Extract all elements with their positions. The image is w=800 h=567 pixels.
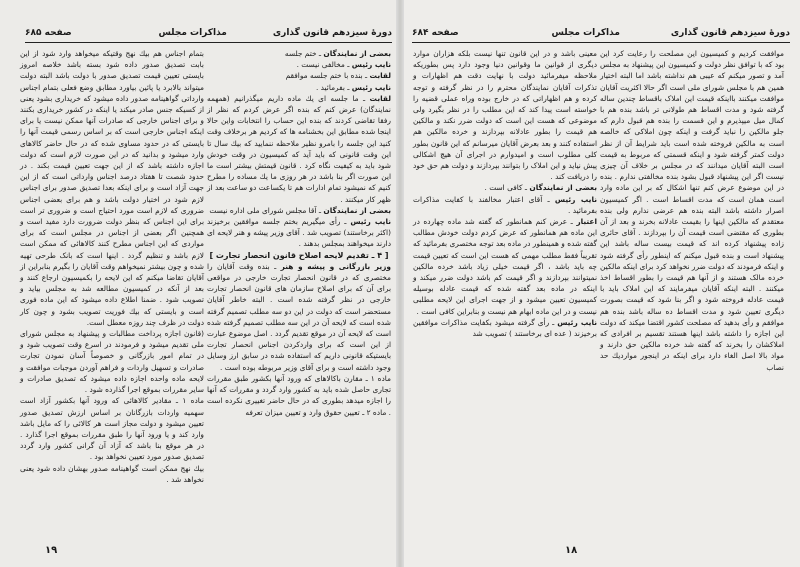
paragraph [207, 93, 391, 205]
paragraph [207, 216, 391, 250]
paragraph-text: ـ ختم جلسه [284, 49, 322, 58]
header-title: دورهٔ سیزدهم قانون گذاری [272, 28, 392, 38]
page-footer-number: ۱۸ [565, 545, 578, 556]
paragraph [20, 48, 204, 328]
paragraph-text: معینی باشد و در این قانون تنها نیست بلکه هزاران موارد دیگری از قوانین ما وقوانین دنیا وجود دارد پس بطوریکه ملاحظه میفرمائید دولت با نهایت دقت هم اظهارات و تذکرات آقایان نمایندگان محترم را در نظر گرفته و توجه کرده و هم اظهاراتی که در خارج بوده وراه عملی قضیه را خواسته است پیدا کند که این مطلب را در نظر بگیرد ولی موضوعی که هست این است که دولت ضرر نکند و مالکین هم قیمت را بطور عادلانه بپردازند و خرده مالکین هم استفاده کنند و بعد بعرض آقایان میرسانم که این قانون بطور کلی مطلوب است و امیدوارم در اجرای آن هیچ اشکالی پیش نیاید و این املاک را بتوانند بپردازند و دولت هم حق خود را دریافت کند . [413, 49, 597, 182]
speaker-name: وزیر بازرگانی و پیشه و هنر [280, 261, 391, 271]
paragraph-text: ـ بنده با ختم جلسه موافقم [285, 71, 368, 81]
paragraph [20, 395, 204, 462]
header-center: مذاکرات مجلس [158, 28, 227, 38]
speaker-name: بعضی از نمایندگان [323, 205, 391, 215]
paragraph [207, 261, 391, 373]
header-center: مذاکرات مجلس [551, 28, 620, 38]
paragraph [207, 48, 391, 59]
page-header [25, 28, 392, 43]
header-title: دورهٔ سیزدهم قانون گذاری [670, 28, 790, 38]
paragraph-text: ـ رأی گرفته میشود بکفایت مذاکرات موافقین برخیزند ( عده ای برخاستند ) تصویب شد [413, 317, 597, 339]
speaker-name: نایب رئیس [557, 317, 597, 327]
text-column-right [207, 48, 391, 418]
book-gutter [396, 0, 404, 567]
speaker-name: لقابت [369, 71, 391, 81]
speaker-name: لقابت [369, 93, 391, 103]
paragraph [413, 182, 597, 193]
paragraph-text: موافقت کردیم و کمیسیون این مصلحت را رعایت کرد این بود که با توافق نظر دولت و کمیسیون این پیشنهاد به مجلس آمد و تصور میکنم که عیبی هم نداشته باشد اما البته اختیار همین هم با مجلس شورای ملی است اگر حالا اکثریت آقایان موافقت میکنند بااینکه قیمت این املاک باقساط چندین ساله گرفته شود و مدت اقساط هم طولانی تر باشد بنده هم با کمال میل میپذیرم و این قسمت را بنده هم قبول دارم که جلو مالکین را نباید گرفت و اینکه چون املاکی که خالصه است به مالکین فروخته شده است باید شرایط آن از نظر دولت کمتر گرفته شود و اینکه قسمتی که مربوط به قیمت است البته آقایان میدانند که در مجلس بر خلاف آن چیزی نیست اگر این پیشنهاد قبول بشود بنده مخالفتی ندارم . بنده در این موضوع عرض کنم تنها اشکال که بر این ماده وارد است همان است که مدت اقساط است . اگر کمیسیون اصرار داشته باشد البته بنده هم عرضی ندارم ولی بنده معتقدم که مالکین اینها را بقیمت عادلانه بخرند و بعد از آن بطوری که مقتضی است قیمت آن را بپردازند . آقای حائری زاده پیشنهاد کرده اند که قیمت بیست ساله باشد این پیشنهاد است و بنده قبول میکنم که اینطور رأی گرفته شود و اینکه فرمودند که دولت ضرر نخواهد کرد برای اینکه مالکین خرده مالک هستند و از آنها هم قیمت را بطور اقساط اخذ میکنند . البته اینکه آقایان میفرمایند که این املاک باید با قیمت عادله فروخته شود و اگر بنا شود که قیمت بصورت دیگری تعیین شود و مدت اقساط ده ساله باشد بنده هم موافقم و رأی بدهید که مصلحت کشور اقتضا میکند که دولت این اجازه را داشته باشد اینها هستند تقسیم بر افرادی که املاکشان را بخرند که گفته شد خرده مالکین حق دارند و مواد بالا اصل الغاء دارد برای اینکه در اینجور مواردیك حد نصاب [600, 49, 784, 372]
paragraph-text: ـ آقای اعتبار مخالفند با کفایت مذاکرات بفرمائید . [413, 194, 597, 215]
section-title: [ ۴ ـ تقدیم لایحه اصلاح قانون انحصار تجارت ] [209, 250, 389, 260]
paragraph [207, 205, 391, 216]
paragraph [413, 216, 597, 317]
paragraph [413, 317, 597, 339]
paragraph-text: (قانون اجازه پرداخت مطالبات و پیشنهاد به مجلس شورای ملی تقدیم میشود و فرمودند در اسرع وقت تصویب شود و در تمام امور بازرگانی و خصوصاً آسان نمودن تجارت صادرات و تسهیل واردات و فراهم آوردن موجبات موافقت و لایحه ماده واحده اجازه داده میشود که تصدیق صادرات و سایر مقررات بموقع اجرا گذارده شود . [20, 329, 204, 395]
text-column-left [413, 48, 597, 339]
paragraph-text: ـ ما جلسه ای یك ماده داریم میگذرانیم (همهمه نمایندگان) عرض کنم که بنده اگر عرض کردم که نظر از رفقا تقاضی کردند که بنده این حساب را انتخابات واین حالا اینجا شده مطابق این بخشنامه ها که کردیم هر برخلاف وقت کنید این جلسه را بامرو نظیر ملاحظه ننمایید که بیك سال تا این وقت قانونی که باید آید که کمیسیون در وقت خودش شود باید به کیفیت نگاه کرد . قانون قیمتش بیشتر است ما این صورت اگر بنا باشد در هر روزی ما یك مساده را مطرح کنیم که نمیشود تمام ادارات هم تا یکساعت دو ساعت بعد از ظهر کار میکنند . [207, 93, 391, 204]
paragraph-text: ـ بفرمائید . [315, 82, 350, 92]
header-page-number: صفحه ۶۸۴ [412, 28, 459, 38]
paragraph [600, 48, 784, 373]
paragraph-text: ـ کافی است . [484, 183, 528, 193]
paragraph [413, 48, 597, 182]
paragraph-text: ـ مخالفی نیست . [296, 60, 350, 70]
right-page [400, 0, 800, 567]
paragraph-text: ماده ۱ ـ مقارن باکالاهای که ورود آنها بکشور طبق مقررات تجاری حاصل شده باید به کشور وارد گردد و مقررات که آنها را اجازه میدهد بطوری که در حال حاضر تغییری نکرده است . ماده ۲ ـ تعیین حقوق وارد و تعیین میزان تعرفه [207, 373, 391, 417]
paragraph-text: ـ عرض کنم همانطور که گفته شد ماده چهارده در این ماده هم همانطور که عرض کردم دولت خودش مطالب گفته شده و همینطور در ماده بعد توجه مختصری بفرمائید که تقریباً فقط مطلب مهمی که هست این است که تعیین قیمت چه باید باشد ، اگر قیمت خیلی زیاد باشد خرده مالکین نمیتوانند بپردازند و اگر قیمت کم باشد دولت ضرر میکند و اینکه در ماده بعد گفته شده که قیمت عادله بوسیله کمیسیون تعیین میشود و از جهت اجرای این لایحه مطلبی نیست و در این ماده ابهام هم نیست و بنابراین کافی است . [413, 217, 597, 316]
paragraph [20, 328, 204, 395]
paragraph [20, 463, 204, 485]
paragraph [207, 59, 391, 70]
paragraph [207, 373, 391, 418]
paragraph [207, 70, 391, 81]
text-column-right [600, 48, 784, 373]
paragraph-text: ماده ۱ ـ مقادیر کالاهائی که ورود آنها بکشور آزاد است سهمیه واردات بازرگانان بر اساس ارزش تصدیق صدور تعیین میشود و دولت مجاز است هر کالائی را که مایل باشد وارد کند و یا ورود آنها را طبق مقررات بموقع اجرا گذارد . در هر موقع بنا باشد که آزاد آن گرانی کشور وارد گردد تصدیق صدور مورد تعیین نخواهد بود . [20, 396, 204, 462]
paragraph-text: ـ بنده وقت آقایان را مختصری که در قانون انحصار تجارت خارجی در مواقعی برای آن که برای اصلاح سازمان های قانون انحصار تجارت خارجی در نظر گرفته شده است . البته خاطر آقایان مستحضر است که دولت در این دو سه مطلب تصمیم گرفته شده است که لایحه آن در این سه مطلب تصمیم گرفته شده است که لایحه آن در موقع تقدیم گردد . اصل موضوع عبارت از این است که برای واردکردن اجناس انحصار تجارت بایستیکه قانونی داریم که استفاده شده در سابق ارز وسایل وجود داشته است و برای آقای وزیر مربوطه بوده است . [207, 261, 391, 372]
page-header [412, 28, 790, 43]
page-footer-number: ۱۹ [45, 545, 58, 556]
speaker-name: نایب رئیس [350, 217, 391, 227]
speaker-name: اعتبار [576, 217, 597, 227]
speaker-name: نایب رئیس [351, 82, 391, 92]
paragraph-text: ـ آقا مجلس شورای ملی اداره نیست [209, 205, 322, 215]
speaker-name: نایب رئیس [554, 194, 597, 204]
speaker-name: نایب رئیس [351, 60, 391, 70]
paragraph [207, 82, 391, 93]
paragraph-text: بیك نهج ممکن است گواهینامه صدور بهشان داده شود یعنی نخواهد شد . [20, 463, 204, 484]
paragraph-text: ـ رأی میگیریم بختم جلسه موافقین برخیزند (اکثر برخاستند) تصویب شد . آقای وزیر پیشه و هنر لایحه ای دارند میخواهند بمجلس بدهند . [207, 217, 391, 249]
paragraph-text: بتمام اجناس هم بیك نهج وقتیکه میخواهد وارد شود از این بابت تصدیق صدور داده شود بسته باشد خلاصه امروز بایستی تعیین قیمت تصدیق صدور با دولت باشد البته دولت میتواند بالابرد یا پائین بیاورد مطابق وضع فعلی بتمام اجناس وارداتی گواهینامه صدور داده میشود که خریداری بشود یعنی از کسیکه جنس صادر میکند یا اینکه در کشور خریداری بکنند و برای اجناس خارجی که صادرات آنها ممکن نیست یا برای اینکه اجناس خارجی است که بر اساس رسمی قیمت آنها را بایستی که در حدود مساوی شده که در حال حاضر کالاهای وارد میشود و بدانید که در این صورت لازم است که دولت اجازه داشته باشد که از این جهت تعیین قیمت بکند . در حدود شصت تا هفتاد درصد اجناس وارداتی است که از این جهت آزاد است و برای اینکه بعدا تصدیق صدور برای اجناس لازم شود در اختیار دولت باشد و هم برای بعضی اجناس ضروری که لازم است مورد احتیاج است و ضروری تر است برای این اجناس که بنظر دولت ضرورت دارد مفید است و همچنین اگر بعضی از اجناس در مجلس است که برای مواردی که این اجناس مطرح کنند کالاهائی که ممکن است لازم باشد و تنظیم گردد . اینها است که بانک طرحی تهیه شده و چون بیشتر نمیخواهم وقت آقایان را بگیرم بنابراین از آقایان تقاضا میکنم که این لایحه را بکمیسیون ارجاع کنند و بعد از آنکه در کمیسیون مطالعه شد به مجلس بیاید و تصویب شود . ضمنا اطلاع داده میشود که این ماده فوری است و بایستی که بیك فوریت تصویب بشود و چون کار دولت در ظرف چند روزه معطل است. [20, 49, 204, 327]
header-page-number: صفحه ۶۸۵ [25, 28, 72, 38]
speaker-name: بعضی از نمایندگان [529, 183, 597, 193]
speaker-name: بعضی از نمایندگان [323, 49, 391, 58]
text-column-left [20, 48, 204, 485]
paragraph [413, 194, 597, 216]
